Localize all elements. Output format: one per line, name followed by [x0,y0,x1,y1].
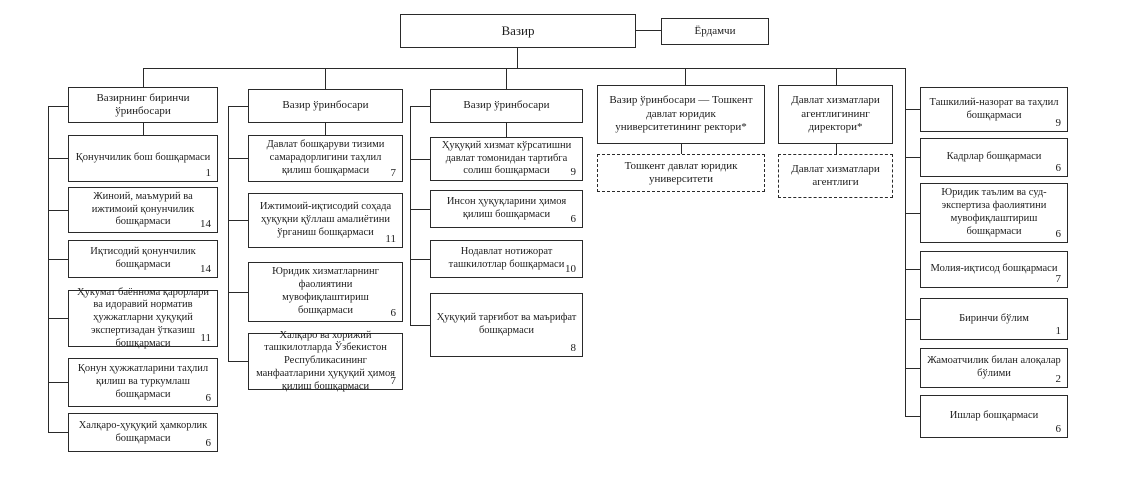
connector-line [681,144,682,154]
connector-line [410,106,411,325]
connector-line [905,68,906,416]
unit-staff-count: 11 [200,331,211,344]
connector-line [48,382,68,383]
unit-title: Халқаро ва хорижий ташкилотларда Ўзбекистон Республикасининг манфаатларини ҳуқуқий ҳимоя қилиш бошқармаси [256,329,395,392]
agency-label: Давлат хизматлари агентлиги [791,162,880,188]
connector-line [48,259,68,260]
unit-title: Ташкилий-назорат ва таҳлил бошқармаси [929,96,1059,121]
deputy-rector-box [597,85,765,144]
connector-line [905,109,920,110]
connector-line [48,158,68,159]
unit-staff-count: 9 [570,165,576,178]
connector-line [48,210,68,211]
unit-box [68,286,218,349]
unit-staff-count: 7 [390,166,396,179]
deputy-rector-label: Вазир ўринбосари — Тошкент давлат юридик университетининг ректори* [609,94,753,134]
unit-staff-count: 10 [565,262,576,275]
unit-staff-count: 6 [205,391,211,404]
unit-title: Юридик таълим ва суд-экспертиза фаолиятини мувофиқлаштириш бошқармаси [941,187,1047,237]
unit-staff-count: 6 [1055,161,1061,174]
unit-box [920,395,1068,438]
unit-staff-count: 6 [570,212,576,225]
unit-box [68,358,218,407]
connector-line [143,68,144,87]
unit-box [430,240,583,278]
unit-title: Юридик хизматларнинг фаолиятини мувофиқлаштириш бошқармаси [272,266,379,316]
connector-line [48,318,68,319]
connector-line [143,68,905,69]
unit-staff-count: 6 [1055,227,1061,240]
unit-title: Ҳукумат баённома қарорлари ва идоравий норматив ҳужжатларни ҳуқуқий экспертизадан ўтказиш бошқармаси [76,286,210,349]
connector-line [325,123,326,135]
agency-director-label: Давлат хизматлари агентлигининг директори* [791,94,880,134]
connector-line [143,123,144,135]
unit-box [920,298,1068,340]
assistant-box [661,18,769,45]
agency-director-box [778,85,893,144]
unit-box [248,193,403,248]
unit-box [430,137,583,181]
unit-staff-count: 1 [205,166,211,179]
unit-title: Ҳуқуқий тарғибот ва маърифат бошқармаси [436,312,577,336]
unit-title: Давлат бошқаруви тизими самарадорлигини таҳлил қилиш бошқармаси [266,139,385,176]
connector-line [517,48,518,68]
unit-staff-count: 2 [1055,372,1061,385]
connector-line [685,68,686,85]
unit-staff-count: 14 [200,262,211,275]
connector-line [905,269,920,270]
connector-line [228,220,248,221]
deputy-first-box [68,87,218,123]
connector-line [48,106,68,107]
unit-box [68,187,218,233]
unit-box [920,138,1068,177]
connector-line [836,144,837,154]
connector-line [506,123,507,137]
deputy-first-label: Вазирнинг биринчи ўринбосари [96,91,190,117]
unit-staff-count: 7 [1055,272,1061,285]
connector-line [228,361,248,362]
connector-line [228,106,248,107]
unit-box [68,240,218,278]
unit-title: Ҳуқуқий хизмат кўрсатишни давлат томонидан тартибга солиш бошқармаси [441,139,572,177]
unit-title: Нодавлат нотижорат ташкилотлар бошқармаси [448,246,565,270]
unit-box [248,262,403,322]
unit-staff-count: 1 [1055,324,1061,337]
connector-line [325,68,326,89]
connector-line [48,432,68,433]
unit-box [68,135,218,182]
assistant-label: Ёрдамчи [694,24,736,37]
connector-line [636,30,661,31]
unit-box [430,293,583,357]
connector-line [905,157,920,158]
minister-label: Вазир [501,23,535,39]
unit-staff-count: 6 [390,306,396,319]
deputy-box [248,89,403,123]
connector-line [905,368,920,369]
unit-staff-count: 9 [1055,116,1061,129]
unit-box [430,190,583,228]
unit-title: Кадрлар бошқармаси [946,151,1042,163]
connector-line [905,416,920,417]
unit-box [920,348,1068,388]
unit-box [920,87,1068,132]
connector-line [410,106,430,107]
connector-line [506,68,507,89]
unit-box [920,251,1068,288]
agency-box [778,154,893,198]
connector-line [410,325,430,326]
connector-line [48,106,49,432]
unit-title: Молия-иқтисод бошқармаси [930,263,1058,275]
unit-title: Халқаро-ҳуқуқий ҳамкорлик бошқармаси [78,419,208,444]
university-box [597,154,765,192]
unit-title: Қонун ҳужжатларини таҳлил қилиш ва туркумлаш бошқармаси [77,363,209,400]
unit-title: Жамоатчилик билан алоқалар бўлими [927,355,1061,379]
minister-box [400,14,636,48]
unit-staff-count: 14 [200,217,211,230]
connector-line [228,106,229,361]
university-label: Тошкент давлат юридик университети [624,159,738,185]
connector-line [905,319,920,320]
connector-line [410,209,430,210]
connector-line [410,259,430,260]
unit-title: Қонунчилик бош бошқармаси [75,152,211,164]
connector-line [228,158,248,159]
deputy-box [430,89,583,123]
unit-box [248,329,403,392]
unit-staff-count: 8 [570,341,576,354]
unit-staff-count: 7 [390,374,396,387]
unit-title: Ишлар бошқармаси [949,410,1039,422]
connector-line [228,292,248,293]
unit-staff-count: 6 [205,436,211,449]
unit-staff-count: 11 [385,232,396,245]
unit-title: Биринчи бўлим [959,312,1029,324]
unit-box [920,183,1068,243]
unit-title: Инсон ҳуқуқларини ҳимоя қилиш бошқармаси [446,196,567,220]
connector-line [410,159,430,160]
unit-box [68,413,218,452]
deputy-label: Вазир ўринбосари [463,99,550,112]
connector-line [905,213,920,214]
deputy-label: Вазир ўринбосари [282,99,369,112]
unit-box [248,135,403,182]
unit-title: Иқтисодий қонунчилик бошқармаси [90,246,196,270]
unit-staff-count: 6 [1055,422,1061,435]
connector-line [836,68,837,85]
unit-title: Жиноий, маъмурий ва ижтимоий қонунчилик бошқармаси [91,190,195,228]
unit-title: Ижтимоий-иқтисодий соҳада ҳуқуқни қўллаш амалиётини ўрганиш бошқармаси [259,201,392,238]
